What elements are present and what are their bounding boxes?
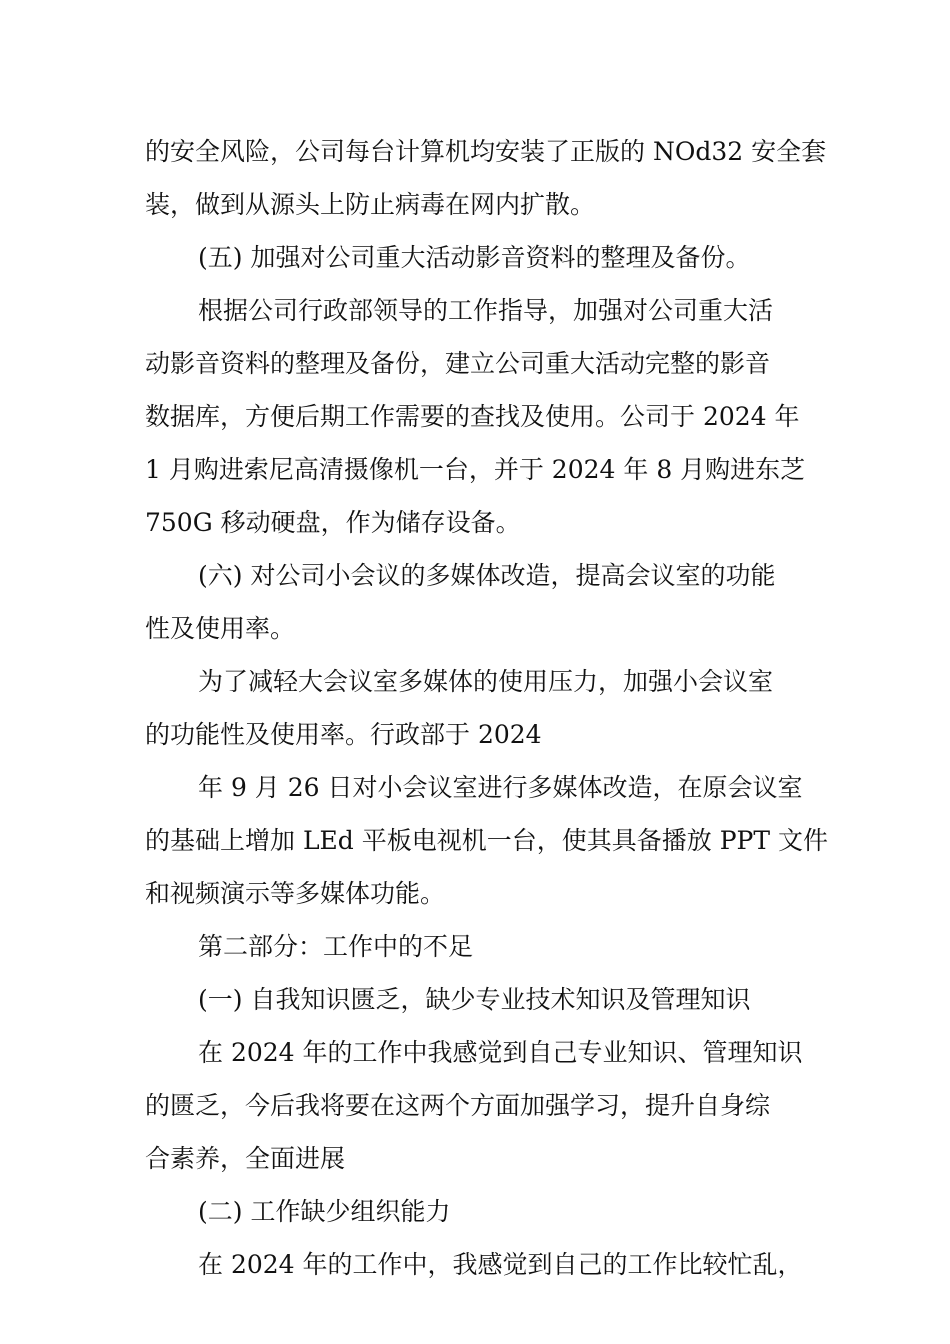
text-line: 为了减轻大会议室多媒体的使用压力，加强小会议室	[198, 667, 774, 696]
text-line: 动影音资料的整理及备份，建立公司重大活动完整的影音	[145, 349, 771, 378]
text-line: 装，做到从源头上防止病毒在网内扩散。	[145, 190, 596, 219]
text-line: 在 2024 年的工作中，我感觉到自己的工作比较忙乱，	[198, 1250, 803, 1279]
section-heading: (二) 工作缺少组织能力	[198, 1197, 451, 1226]
text-line: 在 2024 年的工作中我感觉到自己专业知识、管理知识	[198, 1038, 803, 1067]
text-line: 1 月购进索尼高清摄像机一台，并于 2024 年 8 月购进东芝	[145, 455, 806, 484]
text-line: 的匮乏，今后我将要在这两个方面加强学习，提升自身综	[145, 1091, 771, 1120]
text-line: 合素养，全面进展	[145, 1144, 346, 1173]
text-line: 750G 移动硬盘，作为储存设备。	[145, 508, 521, 537]
text-line: 和视频演示等多媒体功能。	[145, 879, 446, 908]
part-heading: 第二部分：工作中的不足	[198, 932, 474, 961]
section-heading: (五) 加强对公司重大活动影音资料的整理及备份。	[198, 243, 751, 272]
text-line: 根据公司行政部领导的工作指导，加强对公司重大活	[198, 296, 774, 325]
text-line: 的安全风险，公司每台计算机均安装了正版的 NOd32 安全套	[145, 137, 827, 166]
section-heading: (六) 对公司小会议的多媒体改造，提高会议室的功能	[198, 561, 776, 590]
text-line: 数据库，方便后期工作需要的查找及使用。公司于 2024 年	[145, 402, 800, 431]
text-line: 年 9 月 26 日对小会议室进行多媒体改造，在原会议室	[198, 773, 803, 802]
text-line: 的基础上增加 LEd 平板电视机一台，使其具备播放 PPT 文件	[145, 826, 828, 855]
document-body	[145, 125, 828, 1291]
text-line: 性及使用率。	[145, 614, 296, 643]
section-heading: (一) 自我知识匮乏，缺少专业技术知识及管理知识	[198, 985, 751, 1014]
text-line: 的功能性及使用率。行政部于 2024	[145, 720, 542, 749]
